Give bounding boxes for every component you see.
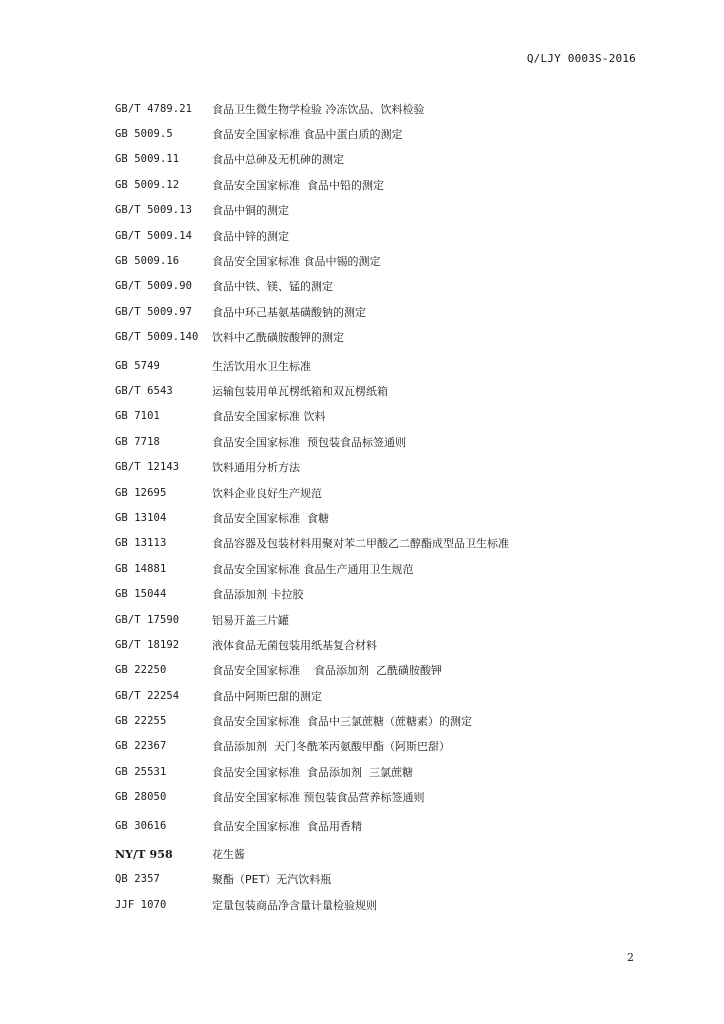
reference-title: 饮料通用分析方法	[212, 461, 300, 475]
reference-code: GB 5009.11	[115, 153, 180, 166]
reference-title: 运输包装用单瓦楞纸箱和双瓦楞纸箱	[212, 384, 388, 398]
reference-row	[115, 632, 635, 657]
reference-row	[115, 607, 635, 632]
reference-code: GB 22255	[115, 715, 167, 728]
reference-title: 液体食品无菌包装用纸基复合材料	[212, 638, 377, 652]
reference-code: QB 2357	[115, 873, 160, 886]
reference-code: GB 22250	[115, 664, 167, 677]
reference-code: GB 15044	[115, 588, 167, 601]
reference-row	[115, 299, 635, 324]
reference-row	[115, 531, 635, 556]
reference-title: 食品卫生微生物学检验 冷冻饮品、饮料检验	[212, 102, 425, 116]
reference-code: GB/T 5009.90	[115, 280, 193, 293]
page-number: 2	[627, 951, 634, 964]
reference-code: GB/T 22254	[115, 689, 180, 702]
reference-row	[115, 429, 635, 454]
reference-title: 食品中阿斯巴甜的测定	[212, 689, 322, 703]
reference-title: 铝易开盖三片罐	[212, 613, 289, 627]
reference-row	[115, 759, 635, 784]
reference-row	[115, 198, 635, 223]
reference-title: 食品中铜的测定	[212, 204, 289, 218]
reference-code: GB 14881	[115, 562, 167, 575]
reference-code: GB 7718	[115, 435, 160, 448]
reference-title: 定量包装商品净含量计量检验规则	[212, 898, 377, 912]
reference-code: GB/T 18192	[115, 638, 180, 651]
reference-row	[115, 683, 635, 708]
reference-title: 食品安全国家标准 预包装食品标签通则	[212, 435, 406, 449]
reference-title: 食品安全国家标准 食品生产通用卫生规范	[212, 562, 414, 576]
reference-title: 食品安全国家标准 食糖	[212, 511, 329, 525]
reference-code: GB 5009.5	[115, 128, 173, 141]
reference-title: 饮料企业良好生产规范	[212, 486, 322, 500]
document-code: Q/LJY 0003S-2016	[526, 52, 636, 65]
reference-row	[115, 274, 635, 299]
reference-title: 食品添加剂 卡拉胶	[212, 588, 304, 602]
reference-code: GB/T 5009.140	[115, 331, 199, 344]
reference-row	[115, 223, 635, 248]
reference-code: GB 28050	[115, 791, 167, 804]
reference-code: GB 13113	[115, 537, 167, 550]
reference-title: 食品中环己基氨基磺酸钠的测定	[212, 305, 366, 319]
reference-row	[115, 454, 635, 479]
reference-row	[115, 867, 635, 892]
reference-title: 食品中锌的测定	[212, 229, 289, 243]
reference-title: 食品安全国家标准 食品中三氯蔗糖（蔗糖素）的测定	[212, 715, 472, 729]
reference-code: GB/T 5009.14	[115, 229, 193, 242]
reference-row	[115, 505, 635, 530]
reference-row	[115, 556, 635, 581]
reference-code: GB 13104	[115, 511, 167, 524]
reference-title: 生活饮用水卫生标准	[212, 359, 311, 373]
reference-code: GB/T 6543	[115, 384, 173, 397]
reference-row	[115, 734, 635, 759]
reference-title: 食品安全国家标准 食品用香精	[212, 819, 362, 833]
reference-row	[115, 708, 635, 733]
reference-code: NY/T 958	[115, 847, 173, 861]
reference-title: 花生酱	[212, 848, 245, 862]
reference-title: 食品添加剂 天门冬酰苯丙氨酸甲酯（阿斯巴甜）	[212, 740, 450, 754]
reference-code: GB/T 17590	[115, 613, 180, 626]
reference-code: GB 7101	[115, 410, 160, 423]
reference-row	[115, 581, 635, 606]
reference-code: GB 25531	[115, 765, 167, 778]
reference-row	[115, 813, 635, 838]
reference-code: GB/T 12143	[115, 461, 180, 474]
reference-title: 食品中铁、镁、锰的测定	[212, 280, 333, 294]
reference-row	[115, 658, 635, 683]
reference-code: GB 5749	[115, 359, 160, 372]
reference-title: 食品中总砷及无机砷的测定	[212, 153, 344, 167]
reference-code: GB/T 4789.21	[115, 102, 193, 115]
reference-title: 聚酯（PET）无汽饮料瓶	[212, 873, 332, 887]
reference-row	[115, 785, 635, 810]
reference-row	[115, 172, 635, 197]
reference-code: GB 5009.16	[115, 255, 180, 268]
reference-row	[115, 121, 635, 146]
reference-title: 食品安全国家标准 食品中蛋白质的测定	[212, 128, 403, 142]
reference-code: GB/T 5009.97	[115, 305, 193, 318]
reference-code: GB 30616	[115, 819, 167, 832]
reference-row	[115, 353, 635, 378]
reference-row	[115, 378, 635, 403]
reference-code: JJF 1070	[115, 898, 167, 911]
reference-title: 食品安全国家标准 饮料	[212, 410, 326, 424]
reference-title: 饮料中乙酰磺胺酸钾的测定	[212, 331, 344, 345]
reference-row	[115, 892, 635, 917]
reference-title: 食品安全国家标准 食品添加剂 三氯蔗糖	[212, 765, 413, 779]
reference-title: 食品容器及包装材料用聚对苯二甲酸乙二醇酯成型品卫生标准	[212, 537, 509, 551]
reference-row	[115, 96, 635, 121]
reference-row	[115, 325, 635, 350]
reference-row	[115, 147, 635, 172]
reference-row	[115, 404, 635, 429]
reference-row	[115, 841, 635, 866]
reference-code: GB/T 5009.13	[115, 204, 193, 217]
reference-title: 食品安全国家标准 预包装食品营养标签通则	[212, 791, 425, 805]
reference-row	[115, 480, 635, 505]
reference-code: GB 22367	[115, 740, 167, 753]
reference-row	[115, 248, 635, 273]
reference-code: GB 12695	[115, 486, 167, 499]
reference-title: 食品安全国家标准 食品添加剂 乙酰磺胺酸钾	[212, 664, 442, 678]
reference-title: 食品安全国家标准 食品中铅的测定	[212, 178, 384, 192]
reference-code: GB 5009.12	[115, 178, 180, 191]
reference-title: 食品安全国家标准 食品中锡的测定	[212, 255, 381, 269]
normative-references-list	[115, 96, 635, 918]
